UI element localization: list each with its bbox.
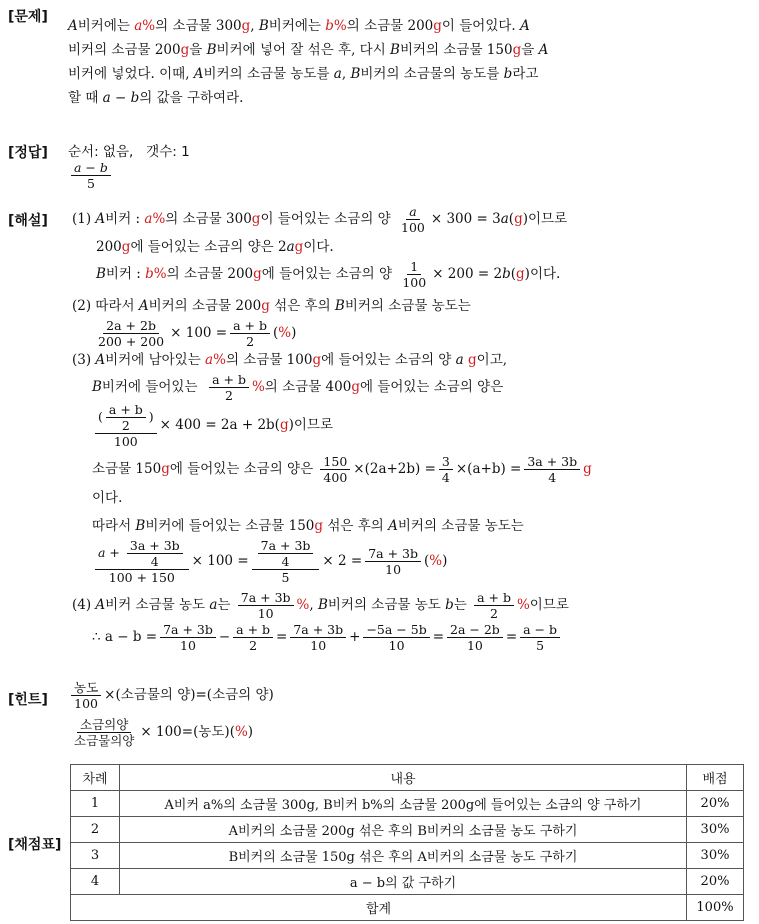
table-total-row: 합계 100% <box>71 895 744 921</box>
table-row: 1 A비커 a%의 소금물 300g, B비커 b%의 소금물 200g에 들어있는 소금의 양 구하기 20% <box>71 791 744 817</box>
table-row: 3 B비커의 소금물 150g 섞은 후의 A비커의 소금물 농도 구하기 30% <box>71 843 744 869</box>
table-header: 차례 내용 배점 <box>71 765 744 791</box>
hint-text: $\frac{\text{농도}}{100}$ ×(소금물의 양)=(소금의 양) $\frac{\text{소금의양}}{\text{소금물의양}}$ × 100=(농도)(%) <box>68 680 758 748</box>
rubric-table <box>70 764 744 921</box>
table-row: 2 A비커의 소금물 200g 섞은 후의 B비커의 소금물 농도 구하기 30% <box>71 817 744 843</box>
solution-label: [해설] <box>8 213 48 229</box>
rubric-label: [채점표] <box>8 837 62 853</box>
hint-label: [힌트] <box>8 692 48 708</box>
problem-text: A비커에는 a%의 소금물 300g, B비커에는 b%의 소금물 200g이 들어있다. A 비커의 소금물 200g을 B비커에 넣어 잘 섞은 후, 다시 B비커의 소금물 150g을 A 비커에 넣었다. 이때, A비커의 소금물 농도를 a, B비커의 소금물의 농도를 b라고 할 때 a − b의 값을 구하여라. <box>68 18 549 106</box>
answer-label: [정답] <box>8 145 48 161</box>
answer-fraction: $\frac{a - b}{5}$ <box>68 160 758 191</box>
solution-text: (1) A비커 : a%의 소금물 300g이 들어있는 소금의 양 $\frac{a}{100}$ × 300 = 3a(g)이므로 200g에 들어있는 소금의 양은 2ag이다. B비커 : b%의 소금물 200g에 들어있는 소금의 양 $\frac{1}{100}$ × 200 = 2b(g)이다. (2) 따라서 A비커의 소금물 200g 섞은 후의 B비커의 소금물 농도는 $\frac{2a + 2b}{200 + 200}$ × 100 = $\frac{a + b}{2}$ (%) (3) A비커에 남아있는 a%의 소금물 100g에 들어있는 소금의 양 a g이고, B비커에 들어있는 $\frac{a + b}{2}$ %의 소금물 400g에 들어있는 소금의 양은 ( $\frac{a + b}{2}$ ) 100 × 400 = 2a + 2b(g)이므로 소금물 150g에 들어있는 소금의 양은 $\frac{150}{400}$ ×(2a+2b) = $\frac{3}{4}$ ×(a+b) = $\frac{3a + 3b}{4}$ g 이다. 따라서 B비커에 들어있는 소금물 150g 섞은 후의 A비커의 소금물 농도는 a + $\frac{3a + 3b}{4}$ 100 + 150 × 100 = $\frac{\frac{7a + 3b}{4}}{5}$ × 2 = $\frac{7a + 3b}{10}$ (%) (4) A비커 소금물 농도 a는 $\frac{7a + 3b}{10}$ %, B비커의 소금물 농도 b는 $\frac{a + b}{2}$ %이므로 ∴ a − b = $\frac{7a + 3b}{10}$ − $\frac{a + b}{2}$ = $\frac{7a + 3b}{10}$ + $\frac{-5a - 5b}{10}$ = $\frac{2a - 2b}{10}$ = $\frac{a - b}{5}$ <box>72 204 592 653</box>
problem-label: [문제] <box>8 9 48 25</box>
table-row: 4 a − b의 값 구하기 20% <box>71 869 744 895</box>
answer-text: 순서: 없음, 갯수: 1 <box>68 144 190 160</box>
